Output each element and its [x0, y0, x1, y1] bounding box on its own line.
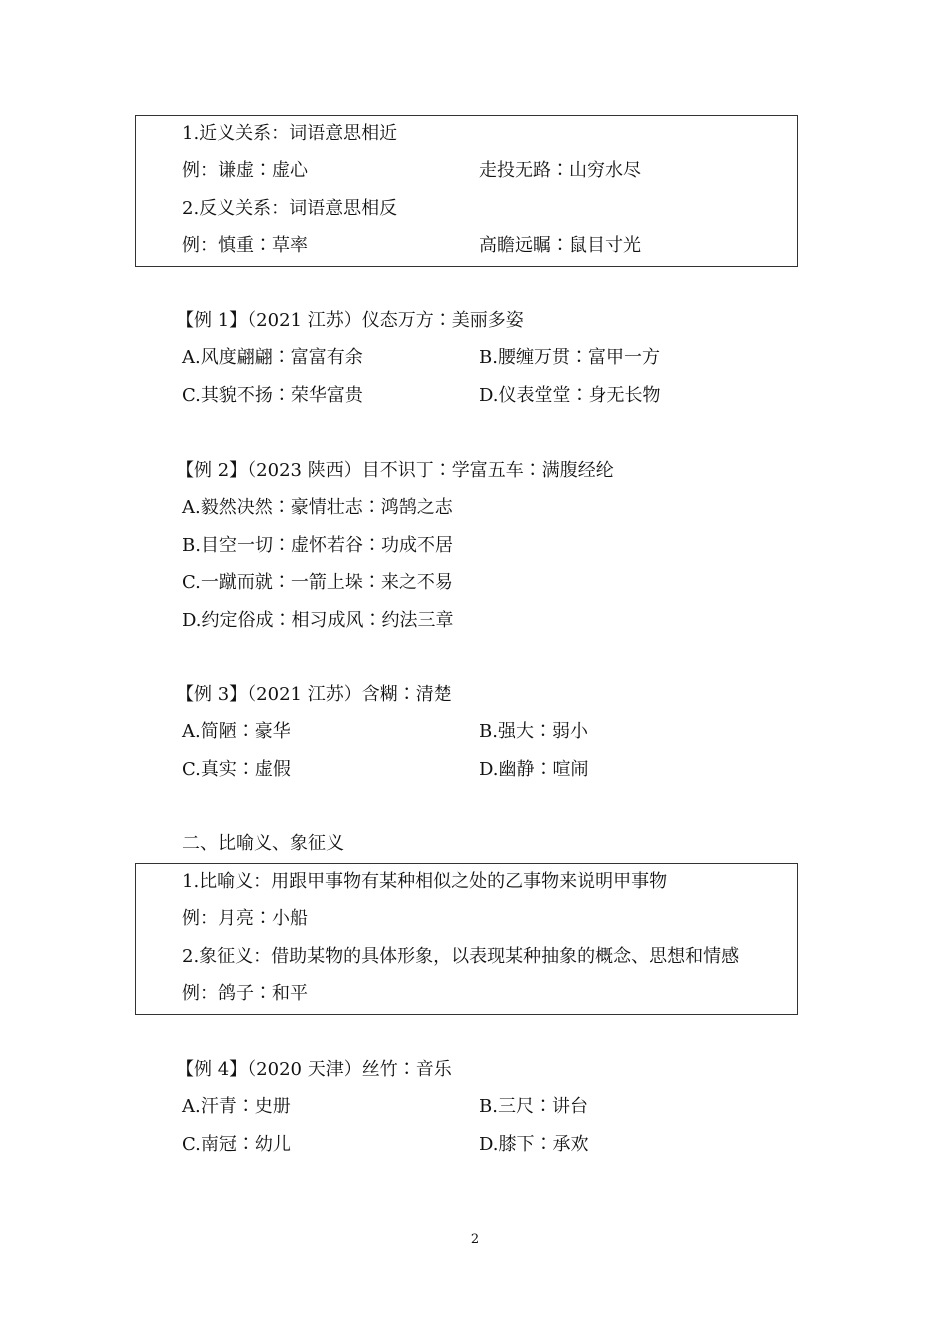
- question-2-stem: 【例 2】（2023 陕西）目不识丁∶学富五车∶满腹经纶: [176, 460, 614, 481]
- synonym-definition: 1.近义关系：词语意思相近: [182, 123, 398, 144]
- question-2-option-a: A.毅然决然∶豪情壮志∶鸿鹄之志: [182, 497, 453, 518]
- question-3-option-d: D.幽静∶喧闹: [479, 759, 589, 780]
- synonym-example-left: 例：谦虚∶虚心: [182, 160, 308, 181]
- symbol-definition: 2.象征义：借助某物的具体形象，以表现某种抽象的概念、思想和情感: [182, 946, 740, 967]
- question-3-option-c: C.真实∶虚假: [182, 759, 291, 780]
- question-4-option-a: A.汗青∶史册: [182, 1096, 291, 1117]
- question-3-stem: 【例 3】（2021 江苏）含糊∶清楚: [176, 684, 452, 705]
- question-1-option-a: A.风度翩翩∶富富有余: [182, 347, 363, 368]
- question-4-stem: 【例 4】（2020 天津）丝竹∶音乐: [176, 1059, 452, 1080]
- metaphor-example: 例：月亮∶小船: [182, 908, 308, 929]
- question-2-option-b: B.目空一切∶虚怀若谷∶功成不居: [182, 535, 453, 556]
- question-2-option-c: C.一蹴而就∶一箭上垛∶来之不易: [182, 572, 453, 593]
- antonym-example-right: 高瞻远瞩∶鼠目寸光: [479, 235, 641, 256]
- question-4-option-b: B.三尺∶讲台: [479, 1096, 588, 1117]
- section-heading: 二、比喻义、象征义: [182, 833, 344, 854]
- symbol-example: 例：鸽子∶和平: [182, 983, 308, 1004]
- question-1-option-b: B.腰缠万贯∶富甲一方: [479, 347, 660, 368]
- question-2-option-d: D.约定俗成∶相习成风∶约法三章: [182, 610, 454, 631]
- question-3-option-b: B.强大∶弱小: [479, 721, 588, 742]
- synonym-example-right: 走投无路∶山穷水尽: [479, 160, 641, 181]
- question-4-option-c: C.南冠∶幼儿: [182, 1134, 291, 1155]
- metaphor-definition: 1.比喻义：用跟甲事物有某种相似之处的乙事物来说明甲事物: [182, 871, 668, 892]
- antonym-definition: 2.反义关系：词语意思相反: [182, 198, 398, 219]
- question-3-option-a: A.简陋∶豪华: [182, 721, 291, 742]
- antonym-example-left: 例：慎重∶草率: [182, 235, 308, 256]
- question-1-option-d: D.仪表堂堂∶身无长物: [479, 385, 661, 406]
- question-1-option-c: C.其貌不扬∶荣华富贵: [182, 385, 363, 406]
- question-1-stem: 【例 1】（2021 江苏）仪态万方∶美丽多姿: [176, 310, 524, 331]
- page-number: 2: [470, 1232, 480, 1247]
- question-4-option-d: D.膝下∶承欢: [479, 1134, 589, 1155]
